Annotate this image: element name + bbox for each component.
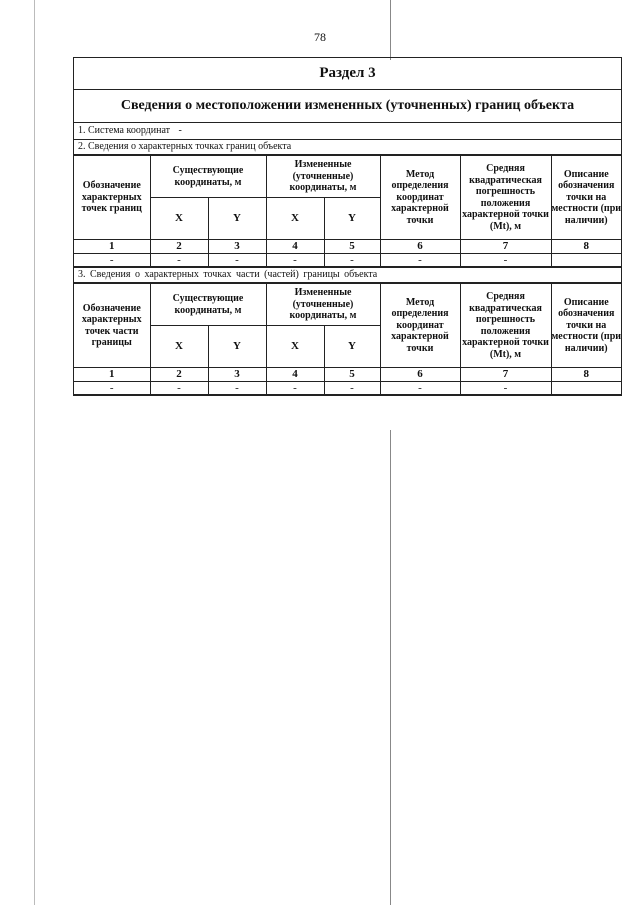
table-cell: - (460, 382, 551, 395)
col-description: Описание обозначения точки на местности (при наличии) (551, 284, 621, 368)
table-cell: - (150, 254, 208, 267)
col-changed-coordinates: Измененные (уточненные) координаты, м (266, 156, 380, 198)
sub-y-existing: Y (208, 326, 266, 368)
table-cell: - (380, 254, 460, 267)
table-cell (551, 254, 621, 267)
part-boundary-points-table (74, 283, 621, 395)
scan-line-center-lower (390, 430, 391, 905)
section-title: Раздел 3 (74, 58, 621, 90)
col-error: Средняя квадратическая погрешность положения характерной точки (Mt), м (460, 284, 551, 368)
col-description: Описание обозначения точки на местности (при наличии) (551, 156, 621, 240)
col-method: Метод определения координат характерной точки (380, 284, 460, 368)
column-number: 7 (460, 240, 551, 254)
column-number: 2 (150, 368, 208, 382)
sub-y-changed: Y (324, 326, 380, 368)
col-designation: Обозначение характерных точек границ (74, 156, 150, 240)
coordinate-system-value: - (178, 125, 182, 136)
table-cell: - (324, 382, 380, 395)
column-number: 5 (324, 240, 380, 254)
sub-x-changed: X (266, 198, 324, 240)
col-designation: Обозначение характерных точек части границы (74, 284, 150, 368)
page-number: 78 (314, 30, 326, 44)
column-number: 6 (380, 368, 460, 382)
table-cell: - (150, 382, 208, 395)
col-method: Метод определения координат характерной точки (380, 156, 460, 240)
scan-line-left (34, 0, 35, 905)
sub-x-changed: X (266, 326, 324, 368)
table-cell: - (208, 382, 266, 395)
col-error: Средняя квадратическая погрешность положения характерной точки (Mt), м (460, 156, 551, 240)
table-cell: - (266, 254, 324, 267)
sub-y-existing: Y (208, 198, 266, 240)
boundary-points-table (74, 155, 621, 267)
coordinate-system-label: 1. Система координат (78, 125, 171, 136)
document-heading: Сведения о местоположении измененных (уточненных) границ объекта (74, 90, 621, 123)
column-number: 5 (324, 368, 380, 382)
table-cell: - (460, 254, 551, 267)
column-number: 3 (208, 240, 266, 254)
table-cell: - (324, 254, 380, 267)
table-cell (551, 382, 621, 395)
sub-x-existing: X (150, 198, 208, 240)
table-cell: - (208, 254, 266, 267)
column-number: 3 (208, 368, 266, 382)
sub-y-changed: Y (324, 198, 380, 240)
column-number: 1 (74, 240, 150, 254)
col-existing-coordinates: Существующие координаты, м (150, 284, 266, 326)
column-number: 8 (551, 240, 621, 254)
section-form (73, 57, 622, 396)
column-number: 4 (266, 368, 324, 382)
column-number: 1 (74, 368, 150, 382)
column-number: 7 (460, 368, 551, 382)
col-existing-coordinates: Существующие координаты, м (150, 156, 266, 198)
table-cell: - (380, 382, 460, 395)
table1-caption: 2. Сведения о характерных точках границ объекта (74, 140, 621, 155)
column-number: 2 (150, 240, 208, 254)
sub-x-existing: X (150, 326, 208, 368)
table-cell: - (74, 382, 150, 395)
column-number: 8 (551, 368, 621, 382)
column-number: 4 (266, 240, 324, 254)
table2-caption: 3. Сведения о характерных точках части (частей) границы объекта (74, 267, 621, 283)
col-changed-coordinates: Измененные (уточненные) координаты, м (266, 284, 380, 326)
table-cell: - (266, 382, 324, 395)
column-number: 6 (380, 240, 460, 254)
coordinate-system-row (74, 123, 621, 140)
table-cell: - (74, 254, 150, 267)
